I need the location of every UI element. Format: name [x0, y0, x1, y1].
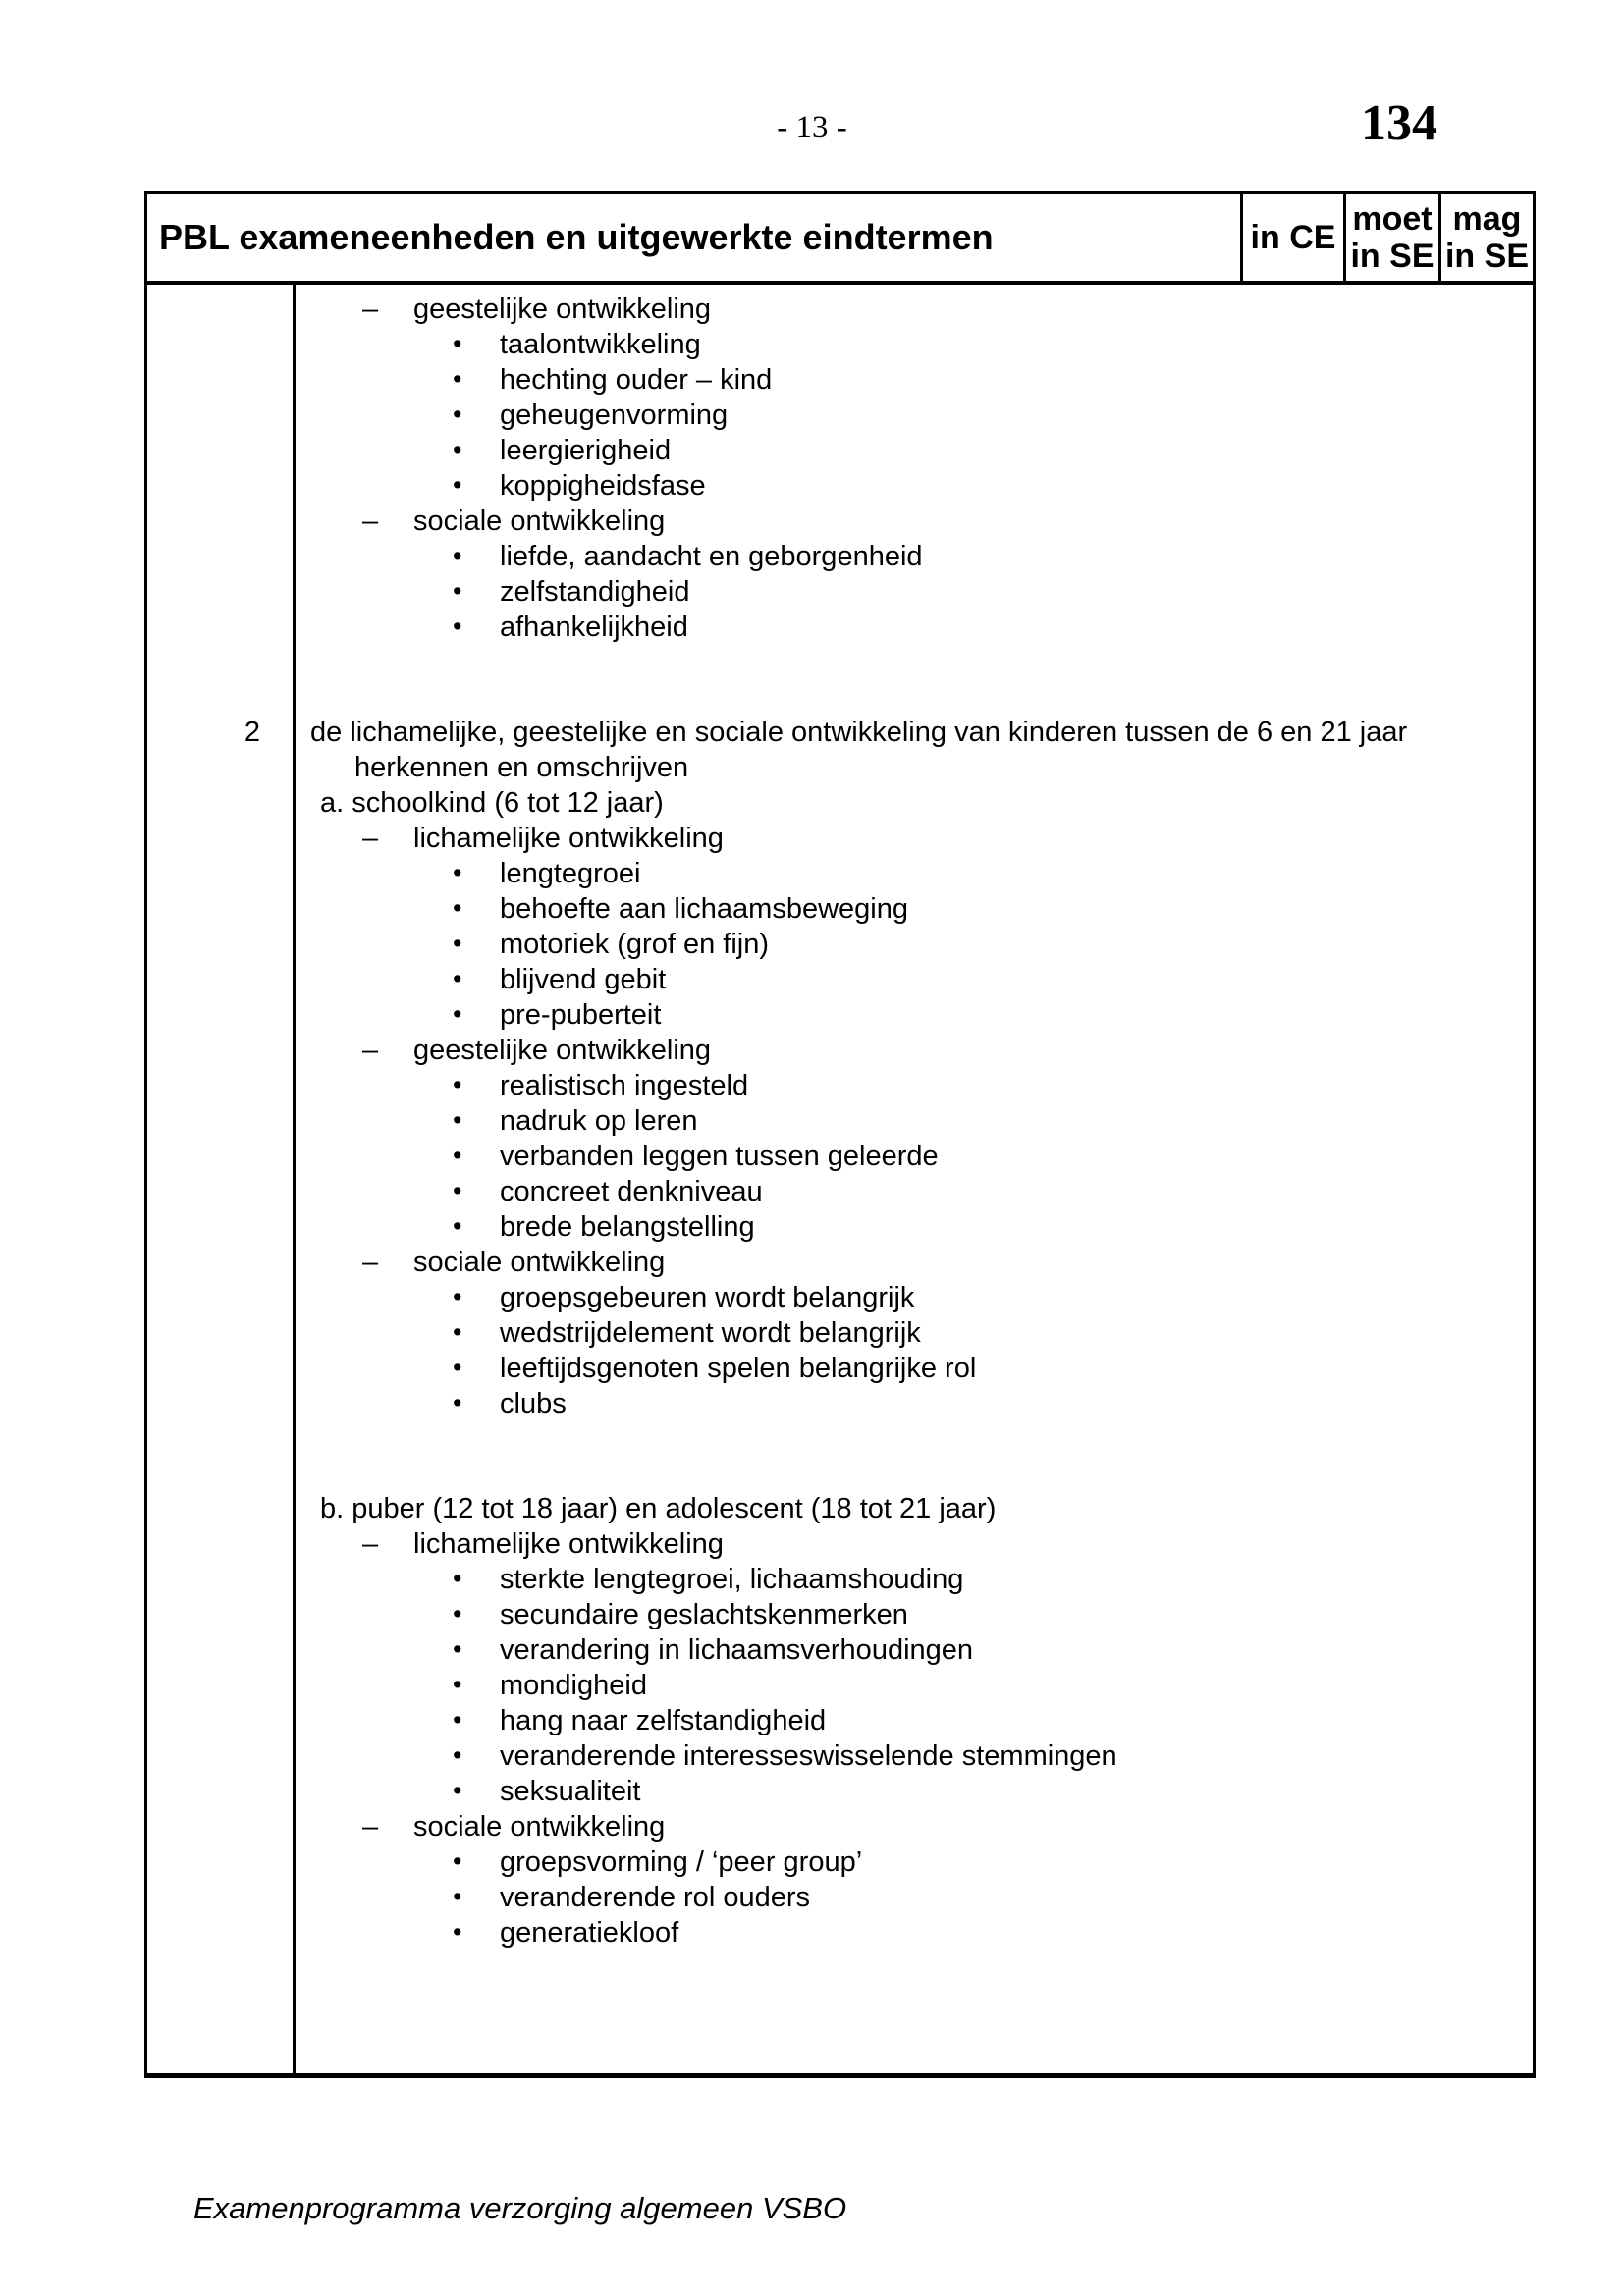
- bullet-marker: •: [453, 929, 462, 958]
- list-item-text: sociale ontwikkeling: [413, 506, 666, 537]
- bullet-marker: •: [453, 1211, 462, 1241]
- dash-marker: –: [362, 1811, 379, 1842]
- list-row-letter: [296, 786, 1527, 822]
- list-row-bullet: [296, 1281, 1527, 1316]
- list-row-bullet: [296, 1316, 1527, 1352]
- list-item-text: behoefte aan lichaamsbeweging: [500, 893, 908, 925]
- list-row-bullet: [296, 469, 1527, 505]
- list-row-bullet: [296, 892, 1527, 928]
- list-item-text: wedstrijdelement wordt belangrijk: [500, 1317, 921, 1349]
- table-header-title: PBL exameneenheden en uitgewerkte eindtermen: [147, 194, 1243, 281]
- dash-marker: –: [362, 294, 379, 325]
- list-item-text: leergierigheid: [500, 435, 672, 466]
- bullet-marker: •: [453, 576, 462, 606]
- list-item-text: sociale ontwikkeling: [413, 1811, 666, 1842]
- list-spacer: [296, 646, 1527, 716]
- list-item-text: nadruk op leren: [500, 1105, 698, 1137]
- list-item-text: hang naar zelfstandigheid: [500, 1705, 827, 1736]
- list-row-bullet: [296, 1104, 1527, 1140]
- bullet-marker: •: [453, 541, 462, 570]
- bullet-marker: •: [453, 435, 462, 464]
- list-row-numbered-cont: [296, 751, 1527, 786]
- bullet-marker: •: [453, 1846, 462, 1876]
- bullet-marker: •: [453, 364, 462, 394]
- list-item-text: generatiekloof: [500, 1917, 679, 1949]
- list-item-text: concreet denkniveau: [500, 1176, 763, 1207]
- list-row-bullet: [296, 1669, 1527, 1704]
- list-item-text: groepsgebeuren wordt belangrijk: [500, 1282, 915, 1313]
- list-row-bullet: [296, 998, 1527, 1034]
- table-header-in-ce: [1243, 194, 1346, 281]
- page-number: - 13 -: [777, 110, 847, 145]
- bullet-marker: •: [453, 1388, 462, 1417]
- bullet-marker: •: [453, 1634, 462, 1664]
- bullet-marker: •: [453, 999, 462, 1029]
- bullet-marker: •: [453, 858, 462, 887]
- list-item-text: lichamelijke ontwikkeling: [413, 1528, 724, 1560]
- list-row-bullet: [296, 1598, 1527, 1633]
- list-row-bullet: [296, 963, 1527, 998]
- list-item-text: geestelijke ontwikkeling: [413, 294, 712, 325]
- list-item-text: realistisch ingesteld: [500, 1070, 749, 1101]
- list-item-text: clubs: [500, 1388, 567, 1419]
- bullet-marker: •: [453, 1564, 462, 1593]
- list-row-bullet: [296, 857, 1527, 892]
- bullet-marker: •: [453, 1705, 462, 1735]
- bullet-marker: •: [453, 1670, 462, 1699]
- bullet-marker: •: [453, 893, 462, 923]
- list-row-bullet: [296, 1563, 1527, 1598]
- bullet-marker: •: [453, 1882, 462, 1911]
- list-item-text: lengtegroei: [500, 858, 641, 889]
- corner-page-number: 134: [1361, 95, 1437, 151]
- bullet-marker: •: [453, 1917, 462, 1947]
- dash-marker: –: [362, 1528, 379, 1560]
- list-row-bullet: [296, 575, 1527, 611]
- bullet-marker: •: [453, 1176, 462, 1205]
- list-item-text: veranderende rol ouders: [500, 1882, 810, 1913]
- bullet-marker: •: [453, 1282, 462, 1311]
- list-item-text: leeftijdsgenoten spelen belangrijke rol: [500, 1353, 977, 1384]
- list-row-bullet: [296, 928, 1527, 963]
- list-row-bullet: [296, 1352, 1527, 1387]
- list-item-text: secundaire geslachtskenmerken: [500, 1599, 908, 1630]
- list-row-bullet: [296, 1175, 1527, 1210]
- list-item-text: b. puber (12 tot 18 jaar) en adolescent (18 tot 21 jaar): [320, 1493, 997, 1524]
- list-item-text: mondigheid: [500, 1670, 647, 1701]
- list-item-text: afhankelijkheid: [500, 612, 688, 643]
- bullet-marker: •: [453, 400, 462, 429]
- list-row-dash: [296, 1246, 1527, 1281]
- bullet-marker: •: [453, 1317, 462, 1347]
- list-item-text: seksualiteit: [500, 1776, 641, 1807]
- list-row-dash: [296, 293, 1527, 328]
- list-item-text: zelfstandigheid: [500, 576, 690, 608]
- dash-marker: –: [362, 1247, 379, 1278]
- bullet-marker: •: [453, 329, 462, 358]
- list-row-dash: [296, 505, 1527, 540]
- list-row-bullet: [296, 1387, 1527, 1422]
- list-row-bullet: [296, 363, 1527, 399]
- table-body: [147, 285, 1533, 2073]
- list-row-bullet: [296, 1916, 1527, 1951]
- dash-marker: –: [362, 506, 379, 537]
- document-footer: Examenprogramma verzorging algemeen VSBO: [193, 2191, 847, 2225]
- bullet-marker: •: [453, 1740, 462, 1770]
- bullet-marker: •: [453, 612, 462, 641]
- list-item-text: brede belangstelling: [500, 1211, 755, 1243]
- list-row-dash: [296, 822, 1527, 857]
- list-item-text: groepsvorming / ‘peer group’: [500, 1846, 863, 1878]
- dash-marker: –: [362, 823, 379, 854]
- list-item-text: a. schoolkind (6 tot 12 jaar): [320, 787, 664, 819]
- table-header-moet-in-se: [1346, 194, 1441, 281]
- bullet-marker: •: [453, 1141, 462, 1170]
- list-item-text: lichamelijke ontwikkeling: [413, 823, 724, 854]
- list-item-text: herkennen en omschrijven: [354, 752, 689, 783]
- list-row-bullet: [296, 1704, 1527, 1739]
- list-row-bullet: [296, 399, 1527, 434]
- list-item-text: pre-puberteit: [500, 999, 662, 1031]
- item-number: 2: [244, 717, 260, 748]
- list-row-bullet: [296, 1845, 1527, 1881]
- list-item-text: motoriek (grof en fijn): [500, 929, 769, 960]
- list-item-text: de lichamelijke, geestelijke en sociale ontwikkeling van kinderen tussen de 6 en 21 jaar: [310, 717, 1408, 748]
- bullet-marker: •: [453, 1105, 462, 1135]
- mag-label-line1: mag: [1452, 199, 1522, 238]
- list-item-text: veranderende interesseswisselende stemmingen: [500, 1740, 1117, 1772]
- list-item-text: liefde, aandacht en geborgenheid: [500, 541, 923, 572]
- list-row-bullet: [296, 1140, 1527, 1175]
- list-item-text: sterkte lengtegroei, lichaamshouding: [500, 1564, 964, 1595]
- dash-marker: –: [362, 1035, 379, 1066]
- bullet-marker: •: [453, 1353, 462, 1382]
- moet-label-line2: in SE: [1350, 238, 1435, 275]
- list-item-text: verbanden leggen tussen geleerde: [500, 1141, 939, 1172]
- list-row-dash: [296, 1810, 1527, 1845]
- list-row-bullet: [296, 1881, 1527, 1916]
- bullet-marker: •: [453, 1070, 462, 1099]
- list-row-bullet: [296, 328, 1527, 363]
- list-row-bullet: [296, 1633, 1527, 1669]
- list-row-bullet: [296, 1739, 1527, 1775]
- list-spacer: [296, 1422, 1527, 1492]
- list-item-text: blijvend gebit: [500, 964, 667, 995]
- list-item-text: geestelijke ontwikkeling: [413, 1035, 712, 1066]
- list-row-bullet: [296, 1210, 1527, 1246]
- bullet-marker: •: [453, 1599, 462, 1629]
- in-ce-label: in CE: [1250, 218, 1336, 256]
- list-row-bullet: [296, 434, 1527, 469]
- list-row-bullet: [296, 1775, 1527, 1810]
- list-row-dash: [296, 1527, 1527, 1563]
- mag-label-line2: in SE: [1444, 238, 1530, 275]
- bullet-marker: •: [453, 1776, 462, 1805]
- list-row-bullet: [296, 1069, 1527, 1104]
- exam-units-table: [144, 191, 1536, 2078]
- moet-label-line1: moet: [1352, 199, 1433, 238]
- bullet-marker: •: [453, 470, 462, 500]
- list-item-text: taalontwikkeling: [500, 329, 701, 360]
- list-row-numbered: [244, 716, 1527, 751]
- list-row-letter: [296, 1492, 1527, 1527]
- table-header-mag-in-se: [1441, 194, 1533, 281]
- table-header-row: [147, 194, 1533, 285]
- list-item-text: hechting ouder – kind: [500, 364, 773, 396]
- list-item-text: koppigheidsfase: [500, 470, 706, 502]
- list-item-text: geheugenvorming: [500, 400, 729, 431]
- list-row-bullet: [296, 611, 1527, 646]
- bullet-marker: •: [453, 964, 462, 993]
- list-row-dash: [296, 1034, 1527, 1069]
- list-item-text: verandering in lichaamsverhoudingen: [500, 1634, 974, 1666]
- list-item-text: sociale ontwikkeling: [413, 1247, 666, 1278]
- list-row-bullet: [296, 540, 1527, 575]
